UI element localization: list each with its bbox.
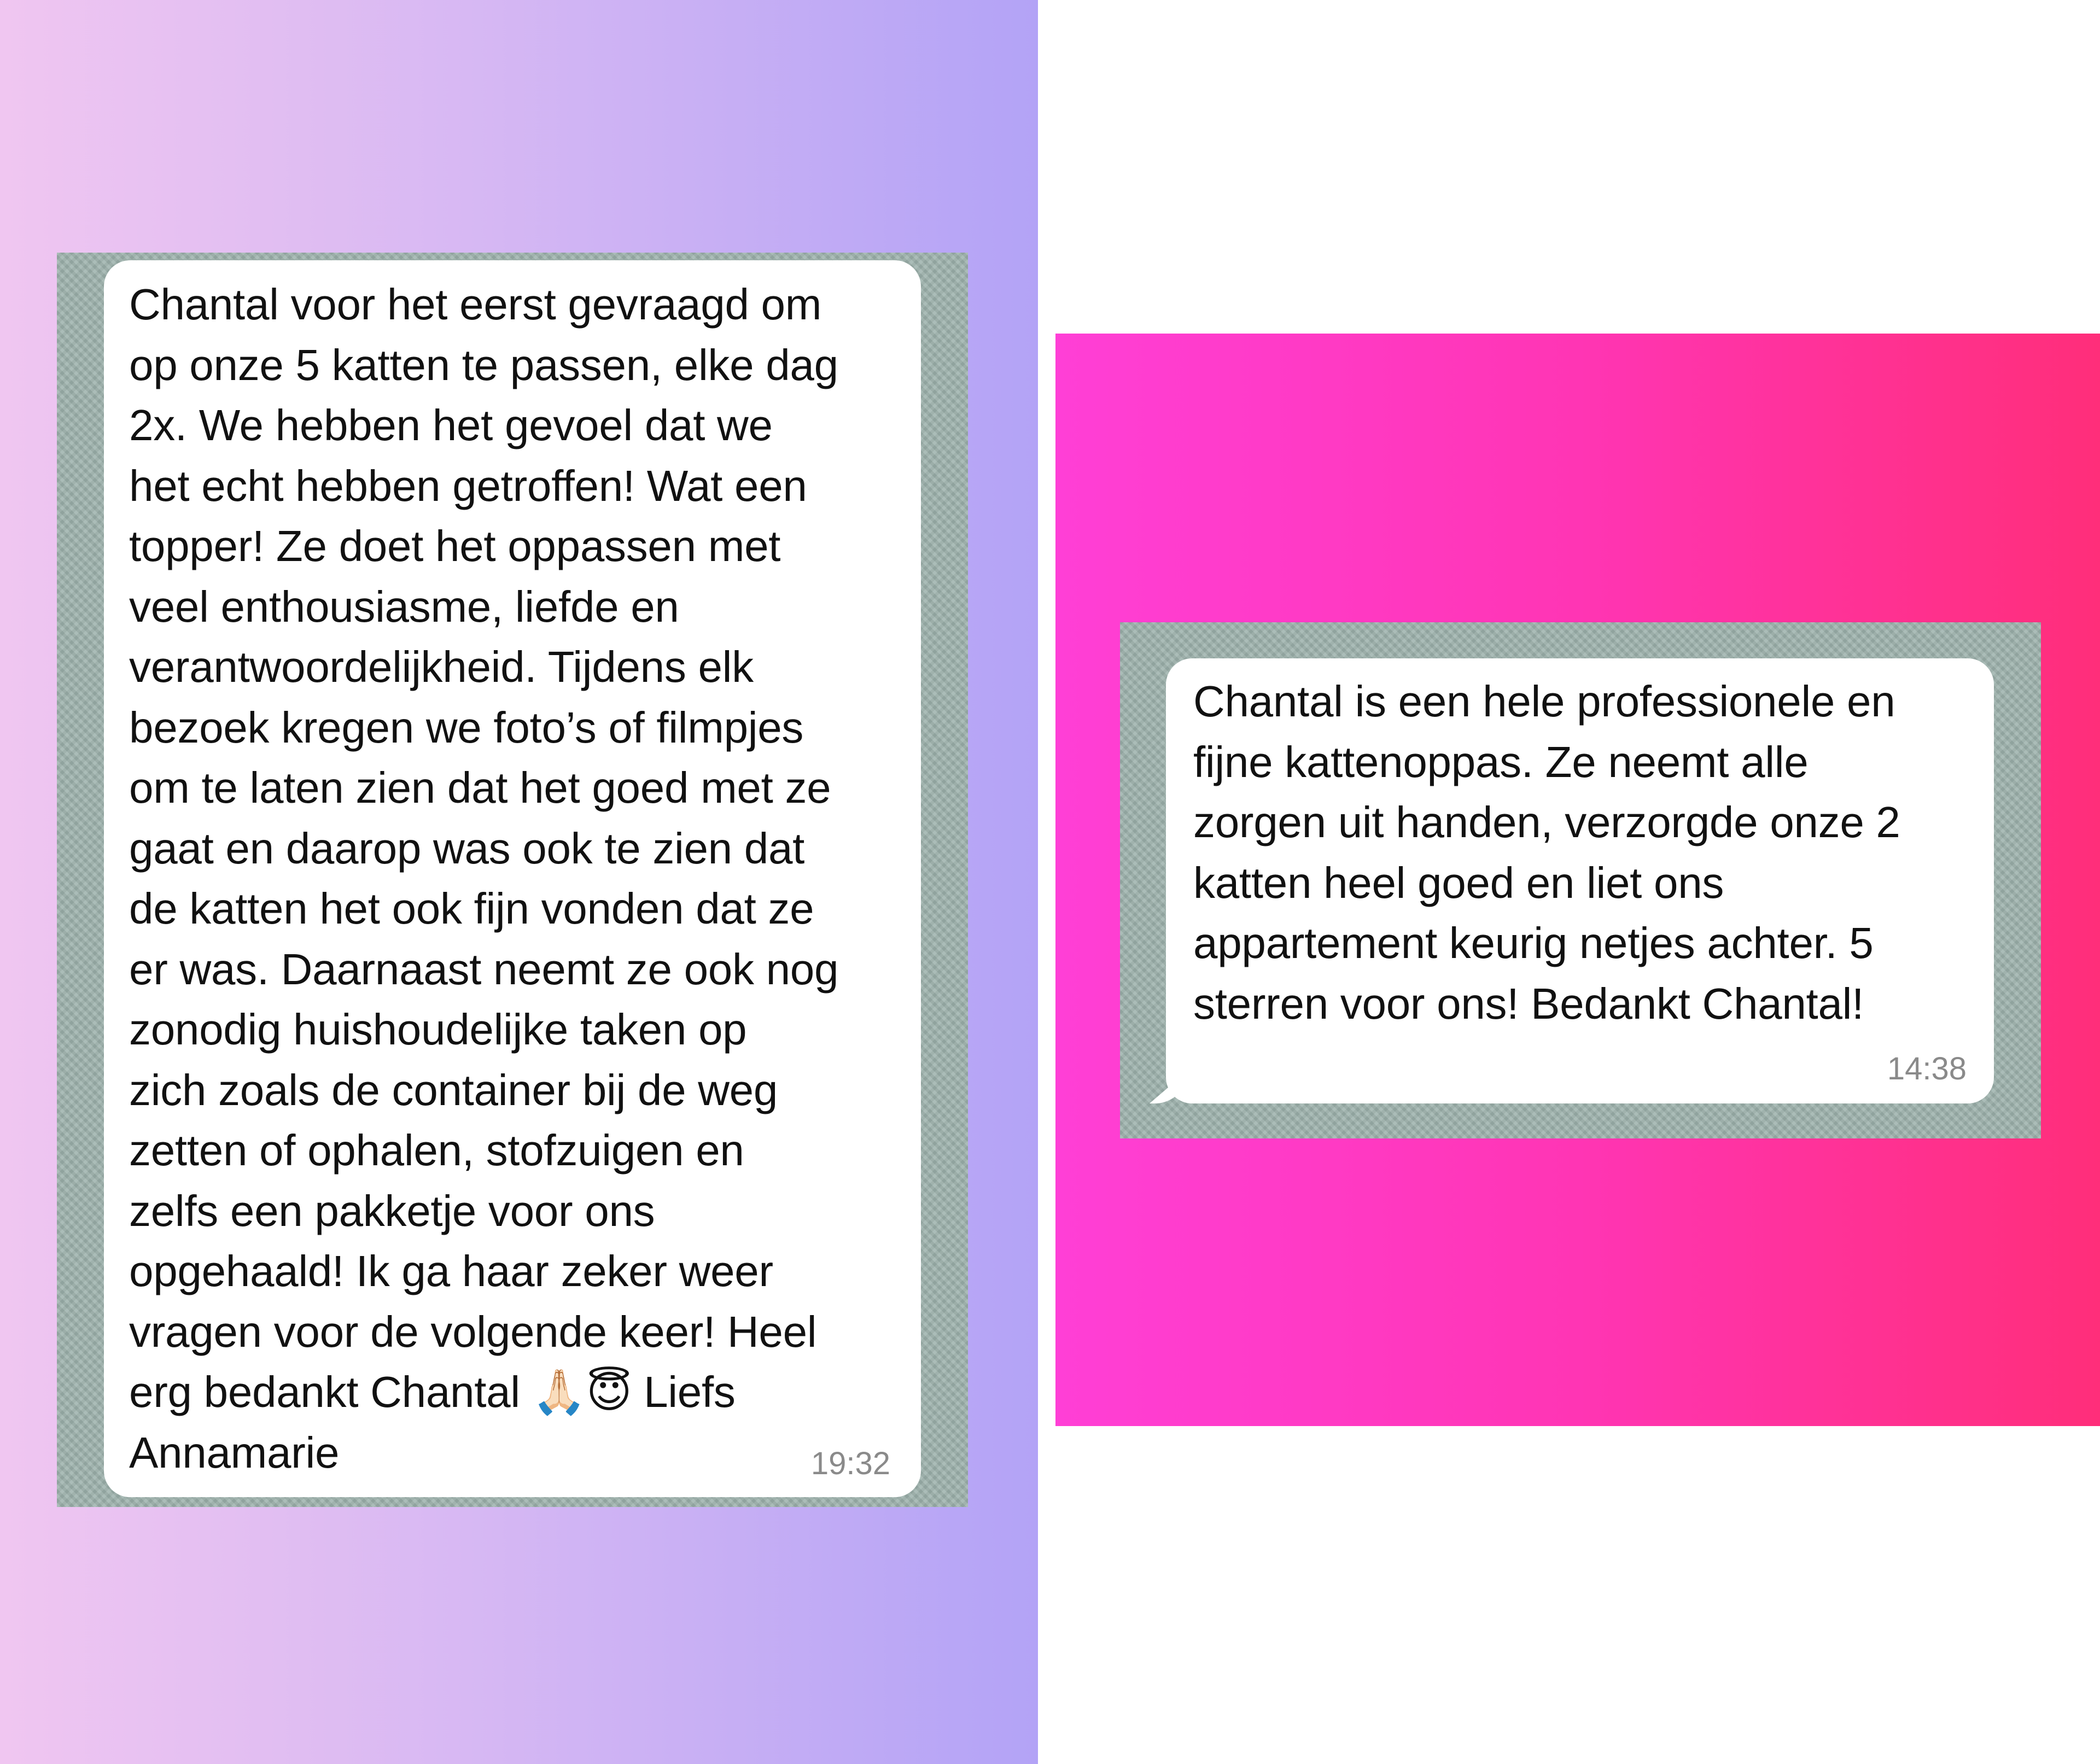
message-line: Liefs [644, 1368, 736, 1416]
right-message-text [1193, 671, 1972, 1034]
message-line: Annamarie [129, 1428, 340, 1477]
left-message-text [129, 274, 888, 1483]
message-line: topper! Ze doet het oppassen met [129, 522, 781, 570]
message-timestamp: 19:32 [810, 1446, 890, 1481]
message-line: Chantal voor het eerst gevraagd om [129, 280, 822, 329]
message-timestamp: 14:38 [1887, 1051, 1967, 1087]
message-line: sterren voor ons! Bedankt Chantal! [1193, 979, 1864, 1028]
message-line: zetten of ophalen, stofzuigen en [129, 1126, 744, 1175]
message-line: katten heel goed en liet ons [1193, 858, 1724, 907]
right-message-bubble [1166, 658, 1994, 1103]
smiling-halo-emoji-icon: 😇 [586, 1366, 632, 1417]
left-message-bubble [104, 260, 921, 1497]
message-line: fijne kattenoppas. Ze neemt alle [1193, 737, 1809, 786]
message-line: op onze 5 katten te passen, elke dag [129, 340, 838, 389]
message-line: gaat en daarop was ook te zien dat [129, 823, 805, 873]
message-line: bezoek kregen we foto’s of filmpjes [129, 703, 804, 752]
message-line: opgehaald! Ik ga haar zeker weer [129, 1247, 773, 1295]
folded-hands-emoji-icon: 🙏🏻 [532, 1366, 587, 1417]
message-line: zelfs een pakketje voor ons [129, 1186, 655, 1235]
message-line: appartement keurig netjes achter. 5 [1193, 919, 1874, 967]
message-line: zich zoals de container bij de weg [129, 1065, 778, 1114]
message-line: erg bedankt Chantal [129, 1368, 520, 1416]
message-line: zorgen uit handen, verzorgde onze 2 [1193, 798, 1900, 846]
message-line: om te laten zien dat het goed met ze [129, 763, 831, 812]
message-line: de katten het ook fijn vonden dat ze [129, 884, 814, 933]
message-line: veel enthousiasme, liefde en [129, 582, 679, 631]
message-line: verantwoordelijkheid. Tijdens elk [129, 642, 754, 691]
message-line: 2x. We hebben het gevoel dat we [129, 401, 773, 449]
message-line: het echt hebben getroffen! Wat een [129, 461, 807, 510]
message-line: Chantal is een hele professionele en [1193, 677, 1895, 726]
message-line: vragen voor de volgende keer! Heel [129, 1307, 817, 1356]
message-line: er was. Daarnaast neemt ze ook nog [129, 944, 839, 994]
message-line: zonodig huishoudelijke taken op [129, 1005, 747, 1054]
